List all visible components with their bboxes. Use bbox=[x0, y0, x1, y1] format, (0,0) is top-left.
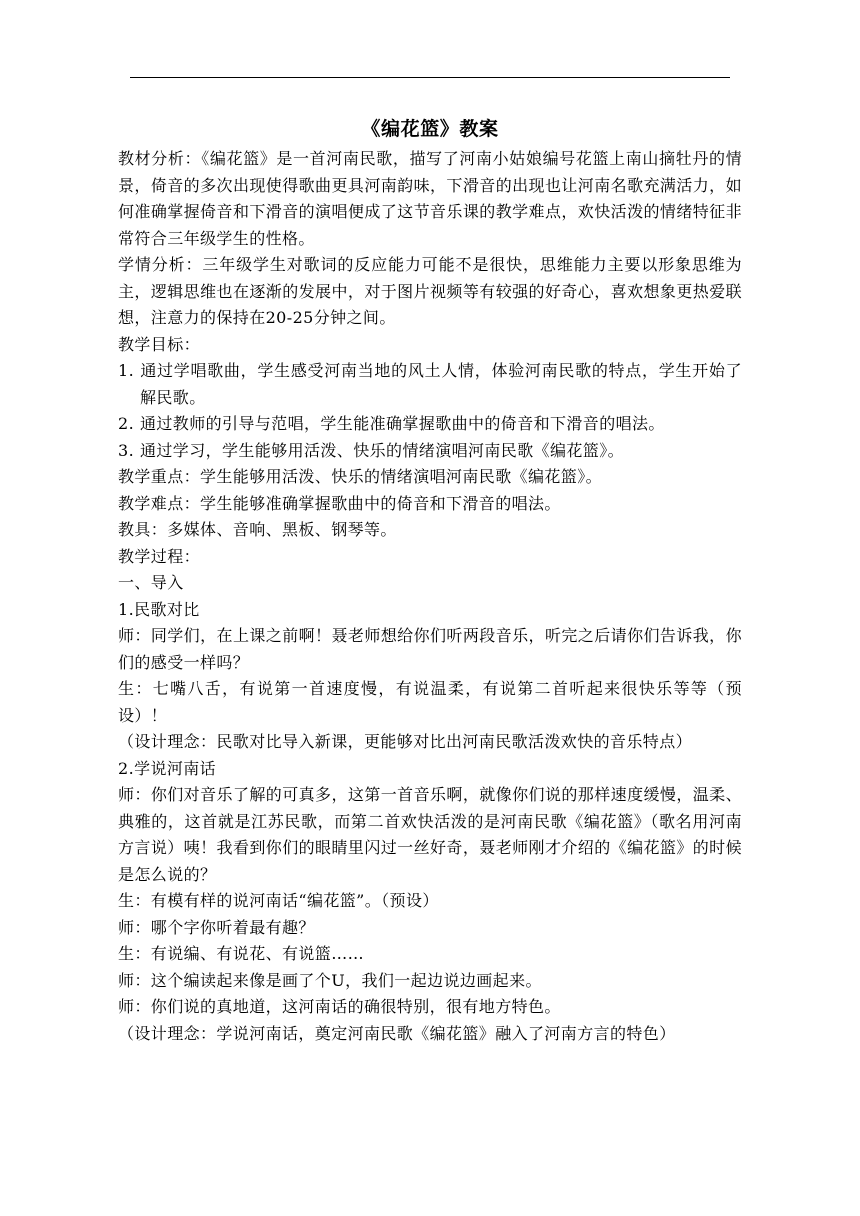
list-item bbox=[118, 438, 742, 465]
paragraph: 师：哪个字你听着最有趣？ bbox=[118, 917, 315, 937]
header-rule bbox=[130, 77, 730, 78]
list-item bbox=[118, 358, 742, 411]
paragraph: 教学难点：学生能够准确掌握歌曲中的倚音和下滑音的唱法。 bbox=[118, 493, 561, 513]
list-item bbox=[118, 411, 742, 438]
paragraph: 教具：多媒体、音响、黑板、钢琴等。 bbox=[118, 520, 397, 539]
document-page bbox=[118, 0, 742, 1216]
paragraph: 生：七嘴八舌，有说第一首速度慢，有说温柔，有说第二首听起来很快乐等等（预设）！ bbox=[118, 679, 742, 725]
paragraph: 师：你们对音乐了解的可真多，这第一首音乐啊，就像你们说的那样速度缓慢，温柔、典雅的，这首就是江苏民歌，而第二首欢快活泼的是河南民歌《编花篮》（歌名用河南方言说）咦！我看到你们的眼睛里闪过一丝好奇，聂老师刚才介绍的《编花篮》的时候是怎么说的？ bbox=[118, 785, 742, 884]
document-body bbox=[118, 112, 742, 1047]
paragraph: 教材分析：《编花篮》是一首河南民歌，描写了河南小姑娘编号花篮上南山摘牡丹的情景，倚音的多次出现使得歌曲更具河南韵味，下滑音的出现也让河南名歌充满活力，如何准确掌握倚音和下滑音的演唱便成了这节音乐课的教学难点，欢快活泼的情绪特征非常符合三年级学生的性格。 bbox=[118, 149, 742, 248]
paragraph: 一、导入 bbox=[118, 573, 184, 592]
paragraph: 教学过程： bbox=[118, 546, 201, 566]
paragraph: 生：有模有样的说河南话“编花篮”。（预设） bbox=[118, 891, 439, 910]
list-item-text: 通过学唱歌曲，学生感受河南当地的风土人情，体验河南民歌的特点，学生开始了解民歌。 bbox=[140, 361, 742, 407]
list-item-text: 通过学习，学生能够用活泼、快乐的情绪演唱河南民歌《编花篮》。 bbox=[140, 440, 625, 460]
paragraph: 教学目标： bbox=[118, 334, 201, 354]
paragraph: 生：有说编、有说花、有说篮…… bbox=[118, 944, 365, 963]
paragraph: 1.民歌对比 bbox=[118, 599, 200, 619]
paragraph: 师：同学们，在上课之前啊！聂老师想给你们听两段音乐，听完之后请你们告诉我，你们的感受一样吗？ bbox=[118, 626, 742, 672]
paragraph: 师：你们说的真地道，这河南话的确很特别，很有地方特色。 bbox=[118, 997, 561, 1016]
list-item-text: 通过教师的引导与范唱，学生能准确掌握歌曲中的倚音和下滑音的唱法。 bbox=[140, 414, 665, 433]
paragraph: 学情分析：三年级学生对歌词的反应能力可能不是很快，思维能力主要以形象思维为主，逻辑思维也在逐渐的发展中，对于图片视频等有较强的好奇心，喜欢想象更热爱联想，注意力的保持在20-25分钟之间。 bbox=[118, 255, 742, 327]
paragraph: 教学重点：学生能够用活泼、快乐的情绪演唱河南民歌《编花篮》。 bbox=[118, 467, 603, 486]
paragraph: 师：这个编读起来像是画了个U，我们一起边说边画起来。 bbox=[118, 970, 542, 990]
paragraph: （设计理念：学说河南话，奠定河南民歌《编花篮》融入了河南方言的特色） bbox=[118, 1023, 676, 1043]
document-title: 《编花篮》教案 bbox=[361, 118, 499, 140]
list-item-number: 2. bbox=[118, 414, 135, 433]
list-item-number: 1. bbox=[118, 361, 135, 380]
paragraph: （设计理念：民歌对比导入新课，更能够对比出河南民歌活泼欢快的音乐特点） bbox=[118, 732, 693, 751]
paragraph-list bbox=[118, 146, 742, 1047]
list-item-number: 3. bbox=[118, 440, 135, 460]
paragraph: 2.学说河南话 bbox=[118, 758, 217, 778]
